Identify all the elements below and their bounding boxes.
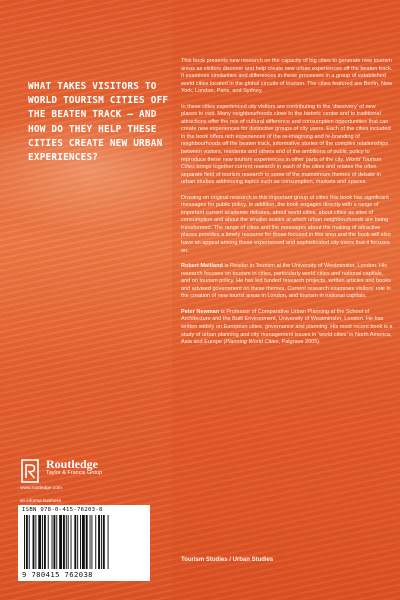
barcode-bar bbox=[86, 515, 88, 569]
book-title-italic: World Tourism Cities bbox=[181, 156, 382, 171]
barcode-bar bbox=[66, 515, 67, 569]
barcode-bar bbox=[52, 515, 53, 569]
barcode-bar bbox=[24, 515, 25, 569]
publisher-logo-text bbox=[46, 458, 102, 477]
barcode-panel bbox=[18, 505, 150, 581]
description-paragraph-3: Drawing on original research in this important group of cities this book has significant messages for public policy. In addition, the book engages directly with a range of important current academic debates, about world cities, about cities as sites of consumption and about the smaller scales at which urban neighbourhoods are being transformed. The range of cities and the messages about the making of attractive places provides a timely resource for those focused in this area and the book will also have an appeal among those experienced and sophisticated city users that it focuses on. bbox=[181, 194, 391, 254]
isbn-text: ISBN 978-0-415-76203-8 bbox=[22, 507, 103, 513]
barcode-digits: 9 780415 762038 bbox=[22, 570, 93, 579]
barcode-bar bbox=[103, 515, 105, 569]
author-bio-text-1: is Reader in Tourism at the University of Westminster, London. His research focuses on tourism in cities, particularly world cities and national capitals, and on tourism policy. He has led funded research projects, written articles and books and advised government on these themes. Current research examines visitors’ role in the creation of new tourist areas in London, and tourism in national capitals. bbox=[181, 263, 391, 300]
tagline: WHAT TAKES VISITORS TO WORLD TOURISM CITIES OFF THE BEATEN TRACK – AND HOW DO THEY HELP THESE CITIES CREATE NEW URBAN EXPERIENCES? bbox=[28, 81, 169, 164]
barcode-bar bbox=[95, 515, 96, 569]
barcode-bar bbox=[101, 515, 102, 569]
author-name-1: Robert Maitland bbox=[181, 263, 223, 270]
barcode-bar bbox=[29, 515, 30, 569]
author-bio-text-2a: is Professor of Comparative Urban Planning at the School of Architecture and the Built Environment, University of Westminster, London. He has written widely on European cities, governance and planning. His most recent book is a study of urban planning and city management issues in ‘world cities’ in North America, Asia and Europe ( bbox=[181, 308, 393, 346]
paragraph-2-text-a: In these cities experienced city visitors are contributing to the ‘discovery’ of new places to visit. Many neighbourhoods close to the historic centre and to traditional attractions offer the mix of cultural difference and consumption opportunities that can create new experiences for distinctive groups of city users. Each of the cities included in the book offers rich experiences of the re-imagining and re-branding of neighbourhoods off the beaten track, informative stories of the complex relationships between visitors, residents and others and of the ambitions of public policy to reproduce these new tourism experiences in other parts of the city. bbox=[181, 103, 391, 163]
barcode-bar bbox=[91, 515, 92, 569]
barcode-bar bbox=[38, 515, 41, 569]
barcode-bar bbox=[74, 515, 76, 569]
barcode-bar bbox=[80, 515, 81, 569]
barcode-bar bbox=[98, 515, 100, 569]
publisher-url: www.routledge.com bbox=[20, 486, 62, 491]
description-paragraph-2 bbox=[181, 104, 393, 187]
barcode-icon bbox=[22, 515, 146, 569]
author-book-italic: Planning World Cities bbox=[225, 339, 279, 346]
routledge-logo-icon bbox=[20, 458, 42, 484]
barcode-bar bbox=[63, 515, 65, 569]
barcode-bar bbox=[71, 515, 72, 569]
barcode-bar bbox=[59, 515, 62, 569]
barcode-bar bbox=[42, 515, 43, 569]
barcode-bar bbox=[26, 515, 28, 569]
barcode-bar bbox=[35, 515, 36, 569]
barcode-bar bbox=[90, 515, 91, 569]
publisher-logo bbox=[20, 458, 140, 484]
author-bio-text-2b: , Palgrave 2005). bbox=[278, 339, 321, 346]
barcode-bar bbox=[33, 515, 35, 569]
barcode-bar bbox=[108, 515, 109, 569]
paragraph-2-text-b: brings together current research in each of the cities and relates the often separate field of tourism research to some of the mainstream themes of debate in urban studies addressing topics such as consumption, markets and spaces. bbox=[181, 164, 381, 186]
author-bio-2 bbox=[181, 309, 393, 347]
author-name-2: Peter Newman bbox=[181, 308, 220, 315]
left-column bbox=[0, 0, 172, 600]
barcode-bar bbox=[56, 515, 57, 569]
informa-note: an informa business bbox=[20, 498, 62, 503]
description-panel bbox=[172, 0, 400, 600]
author-bio-1 bbox=[181, 263, 393, 301]
barcode-bar bbox=[82, 515, 85, 569]
publisher-block bbox=[20, 458, 140, 491]
publisher-name: Routledge bbox=[46, 457, 98, 471]
barcode-bar bbox=[48, 515, 49, 569]
subject-category: Tourism Studies / Urban Studies bbox=[181, 557, 274, 563]
barcode-bar bbox=[53, 515, 55, 569]
description-text bbox=[181, 58, 393, 355]
description-paragraph-1: This book presents new research on the capacity of big cities to generate new tourism areas as visitors discover and help create new urban experiences off the beaten track. It examines similarities and differences in these processes in a group of established world cities located in the global circuits of tourism. The cities featured are Berlin, New York, London, Paris, and Sydney. bbox=[181, 58, 393, 95]
barcode-bar bbox=[77, 515, 78, 569]
barcode-bar bbox=[44, 515, 46, 569]
publisher-group: Taylor & Francis Group bbox=[46, 470, 103, 476]
barcode-bar bbox=[68, 515, 69, 569]
